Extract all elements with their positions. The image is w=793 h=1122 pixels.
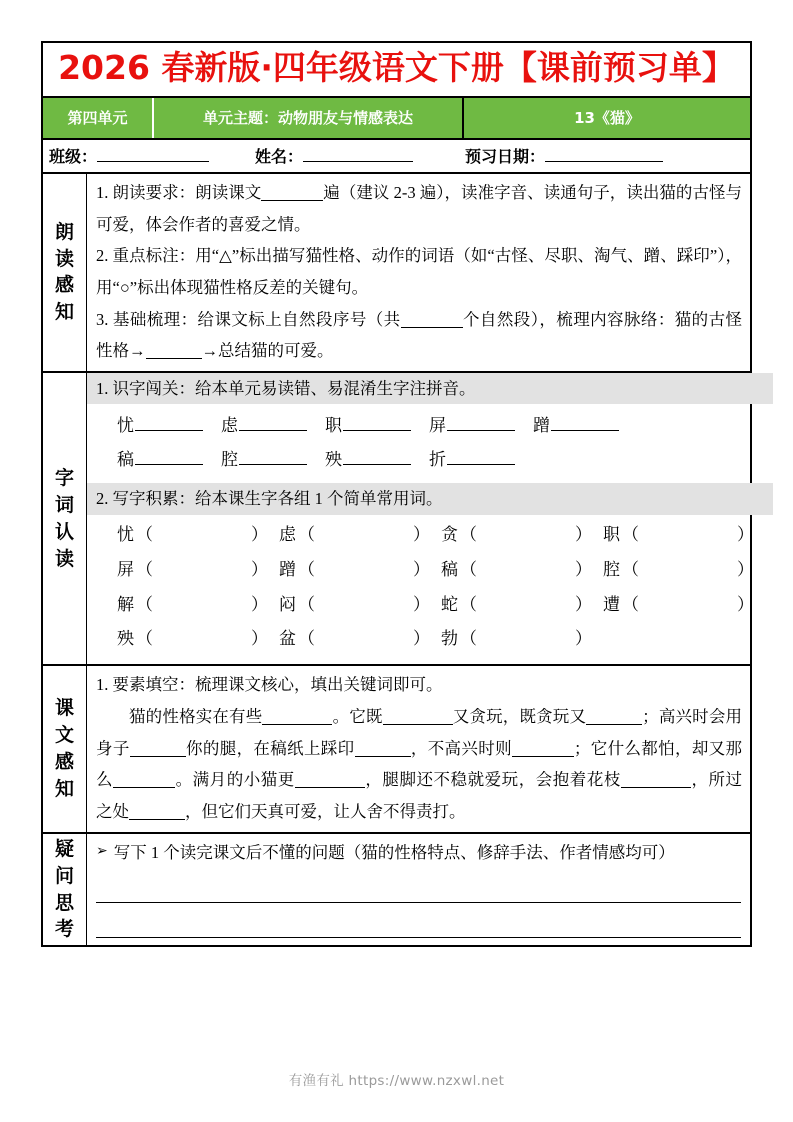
- reading-blank-outline[interactable]: [146, 358, 202, 359]
- cloze-paragraph: [87, 701, 750, 832]
- cloze-blank[interactable]: [355, 756, 411, 757]
- word-char: 蛇: [441, 594, 458, 614]
- reading-item-3-text-c: →总结猫的可爱。: [201, 341, 334, 361]
- reading-item-1: [87, 174, 750, 240]
- cloze-text: 猫的性格实在有些: [129, 706, 263, 726]
- cloze-blank[interactable]: [129, 819, 185, 820]
- label-char: 文: [54, 723, 74, 746]
- label-char: 词: [54, 493, 74, 516]
- pinyin-blank[interactable]: [447, 451, 515, 465]
- section-body-reading: [87, 174, 750, 371]
- cloze-blank[interactable]: [621, 787, 691, 788]
- pinyin-entry[interactable]: [221, 409, 307, 443]
- label-char: 疑: [54, 837, 74, 860]
- pinyin-blank[interactable]: [135, 451, 203, 465]
- word-entry[interactable]: [279, 588, 441, 623]
- word-char: 勃: [441, 629, 458, 649]
- word-char: 屏: [117, 559, 134, 579]
- paren-open: （: [622, 559, 639, 579]
- banner-lesson: 13《猫》: [464, 98, 750, 138]
- section-body-comprehension: [87, 666, 750, 831]
- cloze-text: 。它既: [332, 706, 383, 726]
- label-char: 字: [54, 466, 74, 489]
- word-char: 殃: [117, 629, 134, 649]
- section-reading: [43, 174, 750, 373]
- pinyin-blank[interactable]: [239, 417, 307, 431]
- section-label-questions: [43, 834, 87, 946]
- student-info-row: [43, 140, 750, 174]
- word-char: 盆: [279, 629, 296, 649]
- reading-item-1-text-a: 1. 朗读要求：朗读课文: [96, 182, 262, 202]
- vocab-task2-title: 2. 写字积累：给本课生字各组 1 个简单常用词。: [87, 483, 773, 514]
- word-row: [117, 553, 765, 588]
- section-vocabulary: [43, 373, 754, 666]
- paren-open: （: [298, 559, 315, 579]
- section-questions: [43, 834, 750, 946]
- word-entry[interactable]: [117, 518, 279, 553]
- word-char: 贪: [441, 524, 458, 544]
- title-row: [43, 43, 750, 98]
- paren-open: （: [136, 559, 153, 579]
- vocab-task1-title: 1. 识字闯关：给本单元易读错、易混淆生字注拼音。: [87, 373, 773, 404]
- paren-close: ）: [575, 629, 592, 649]
- paren-open: （: [136, 524, 153, 544]
- paren-close: ）: [575, 594, 592, 614]
- pinyin-entry[interactable]: [325, 443, 411, 477]
- label-char: 思: [54, 891, 74, 914]
- section-label-comprehension: [43, 666, 87, 831]
- pinyin-blank[interactable]: [447, 417, 515, 431]
- pinyin-grid: [87, 404, 773, 483]
- paren-close: ）: [251, 594, 268, 614]
- cloze-blank[interactable]: [383, 724, 453, 725]
- section-body-questions: [87, 834, 750, 946]
- unit-banner: [43, 98, 750, 140]
- answer-line[interactable]: [96, 868, 741, 903]
- word-char: 蹭: [279, 559, 296, 579]
- paren-close: ）: [413, 524, 430, 544]
- word-entry[interactable]: [441, 622, 603, 657]
- word-char: 稿: [441, 559, 458, 579]
- name-field[interactable]: [255, 144, 413, 167]
- cloze-text: ；高兴时会用身子: [96, 706, 743, 758]
- name-label: 姓名：: [255, 147, 304, 167]
- footer-watermark: 有渔有礼 https://www.nzxwl.net: [288, 1073, 505, 1089]
- word-char: 解: [117, 594, 134, 614]
- pinyin-entry[interactable]: [221, 443, 307, 477]
- cloze-text: 又贪玩，既贪玩又: [452, 706, 587, 726]
- pinyin-entry[interactable]: [429, 443, 515, 477]
- word-entry[interactable]: [603, 553, 765, 588]
- word-row: [117, 518, 765, 553]
- class-label: 班级：: [49, 147, 98, 167]
- word-entry[interactable]: [279, 518, 441, 553]
- class-input-blank[interactable]: [97, 147, 209, 162]
- pinyin-char: 蹭: [533, 416, 550, 436]
- reading-item-1-text-b: 遍（建议 2-3 遍），读准字音、读通句子，读出猫的古怪与可爱，体会作者的喜爱之情。: [96, 182, 742, 234]
- pinyin-entry[interactable]: [533, 409, 619, 443]
- label-char: 知: [54, 777, 74, 800]
- pinyin-char: 虑: [221, 416, 238, 436]
- paren-open: （: [298, 524, 315, 544]
- reading-item-2-text: 2. 重点标注：用“△”标出描写猫性格、动作的词语（如“古怪、尽职、淘气、蹭、踩印”），用“○”标出体现猫性格反差的关键句。: [96, 246, 742, 297]
- label-char: 问: [54, 864, 74, 887]
- pinyin-char: 屏: [429, 416, 446, 436]
- pinyin-char: 职: [325, 416, 342, 436]
- cloze-blank[interactable]: [262, 724, 332, 725]
- paren-close: ）: [413, 594, 430, 614]
- page-title: 2026 春新版·四年级语文下册【课前预习单】: [58, 48, 735, 87]
- pinyin-blank[interactable]: [343, 451, 411, 465]
- name-input-blank[interactable]: [303, 147, 413, 162]
- word-formation-grid: [87, 515, 773, 664]
- cloze-blank[interactable]: [586, 724, 642, 725]
- class-field[interactable]: [49, 144, 209, 167]
- label-char: 读: [54, 247, 74, 270]
- label-char: 感: [54, 750, 74, 773]
- banner-unit: 第四单元: [43, 98, 154, 138]
- label-char: 朗: [54, 220, 74, 243]
- pinyin-blank[interactable]: [551, 417, 619, 431]
- paren-open: （: [460, 524, 477, 544]
- paren-close: ）: [251, 559, 268, 579]
- paren-close: ）: [251, 524, 268, 544]
- cloze-blank[interactable]: [512, 756, 574, 757]
- date-input-blank[interactable]: [545, 147, 663, 162]
- label-char: 感: [54, 274, 74, 297]
- pinyin-blank[interactable]: [239, 451, 307, 465]
- word-entry[interactable]: [603, 588, 765, 623]
- answer-line[interactable]: [96, 903, 741, 938]
- label-char: 认: [54, 520, 74, 543]
- word-char: 忧: [117, 524, 134, 544]
- cloze-text: ，腿脚还不稳就爱玩，会抱着花枝: [364, 770, 621, 790]
- word-char: 闷: [279, 594, 296, 614]
- paren-close: ）: [575, 559, 592, 579]
- cloze-text: ，所过之处: [96, 770, 743, 821]
- word-char: 腔: [603, 559, 620, 579]
- comprehension-task-title: 1. 要素填空：梳理课文核心，填出关键词即可。: [96, 675, 443, 695]
- word-entry[interactable]: [117, 622, 279, 657]
- question-prompt-text: 写下 1 个读完课文后不懂的问题（猫的性格特点、修辞手法、作者情感均可）: [113, 842, 675, 862]
- section-comprehension: [43, 666, 750, 833]
- pinyin-char: 忧: [117, 416, 134, 436]
- date-field[interactable]: [465, 144, 663, 167]
- reading-item-3: [87, 304, 750, 371]
- reading-blank-paracount[interactable]: [401, 327, 463, 328]
- cloze-text: ，不高兴时则: [410, 738, 512, 758]
- paren-close: ）: [737, 559, 754, 579]
- date-label: 预习日期：: [465, 147, 546, 167]
- label-char: 课: [54, 696, 74, 719]
- cloze-text: 。满月的小猫更: [175, 770, 295, 790]
- reading-item-3-text-a: 3. 基础梳理：给课文标上自然段序号（共: [96, 309, 401, 329]
- paren-close: ）: [575, 524, 592, 544]
- paren-open: （: [298, 629, 315, 649]
- cloze-blank[interactable]: [113, 787, 175, 788]
- paren-close: ）: [737, 524, 754, 544]
- paren-open: （: [136, 594, 153, 614]
- worksheet-sheet: [41, 41, 752, 947]
- paren-close: ）: [413, 559, 430, 579]
- pinyin-blank[interactable]: [135, 417, 203, 431]
- section-label-vocabulary: [43, 373, 87, 664]
- cloze-blank[interactable]: [295, 787, 365, 788]
- paren-open: （: [298, 594, 315, 614]
- paren-close: ）: [251, 629, 268, 649]
- reading-item-2: [87, 240, 750, 303]
- pinyin-entry[interactable]: [117, 409, 203, 443]
- word-entry[interactable]: [441, 553, 603, 588]
- cloze-text: 你的腿，在稿纸上踩印: [185, 738, 355, 758]
- pinyin-char: 稿: [117, 450, 134, 470]
- paren-open: （: [136, 629, 153, 649]
- label-char: 考: [54, 918, 74, 941]
- word-row: [117, 622, 765, 657]
- pinyin-entry[interactable]: [117, 443, 203, 477]
- section-label-reading: [43, 174, 87, 371]
- pinyin-char: 腔: [221, 450, 238, 470]
- word-entry[interactable]: [117, 588, 279, 623]
- reading-blank-times[interactable]: [261, 200, 323, 201]
- word-char: 遭: [603, 594, 620, 614]
- word-entry[interactable]: [603, 518, 765, 553]
- word-entry[interactable]: [279, 622, 441, 657]
- paren-open: （: [460, 629, 477, 649]
- paren-open: （: [460, 559, 477, 579]
- word-entry[interactable]: [279, 553, 441, 588]
- word-char: 虑: [279, 524, 296, 544]
- paren-close: ）: [737, 594, 754, 614]
- banner-theme: 单元主题：动物朋友与情感表达: [154, 98, 464, 138]
- reading-item-3-text-b: 个自然段），梳理内容脉络：猫的古怪性格→: [96, 309, 743, 361]
- pinyin-blank[interactable]: [343, 417, 411, 431]
- arrow-bullet-icon: ➢: [96, 842, 108, 859]
- answer-area[interactable]: [87, 868, 750, 938]
- word-char: 职: [603, 524, 620, 544]
- question-prompt: [87, 834, 750, 869]
- cloze-text: ，但它们天真可爱，让人舍不得责打。: [185, 801, 466, 821]
- cloze-blank[interactable]: [130, 756, 186, 757]
- section-body-vocabulary: [87, 373, 773, 664]
- word-row: [117, 588, 765, 623]
- pinyin-char: 殃: [325, 450, 342, 470]
- pinyin-row: [117, 443, 765, 477]
- paren-open: （: [460, 594, 477, 614]
- paren-open: （: [622, 594, 639, 614]
- paren-open: （: [622, 524, 639, 544]
- pinyin-char: 折: [429, 450, 446, 470]
- cloze-text: ；它什么都怕，却又那么: [96, 738, 743, 790]
- word-entry[interactable]: [441, 588, 603, 623]
- pinyin-entry[interactable]: [429, 409, 515, 443]
- label-char: 知: [54, 301, 74, 324]
- paren-close: ）: [413, 629, 430, 649]
- word-entry[interactable]: [117, 553, 279, 588]
- pinyin-row: [117, 409, 765, 443]
- label-char: 读: [54, 547, 74, 570]
- pinyin-entry[interactable]: [325, 409, 411, 443]
- word-entry[interactable]: [441, 518, 603, 553]
